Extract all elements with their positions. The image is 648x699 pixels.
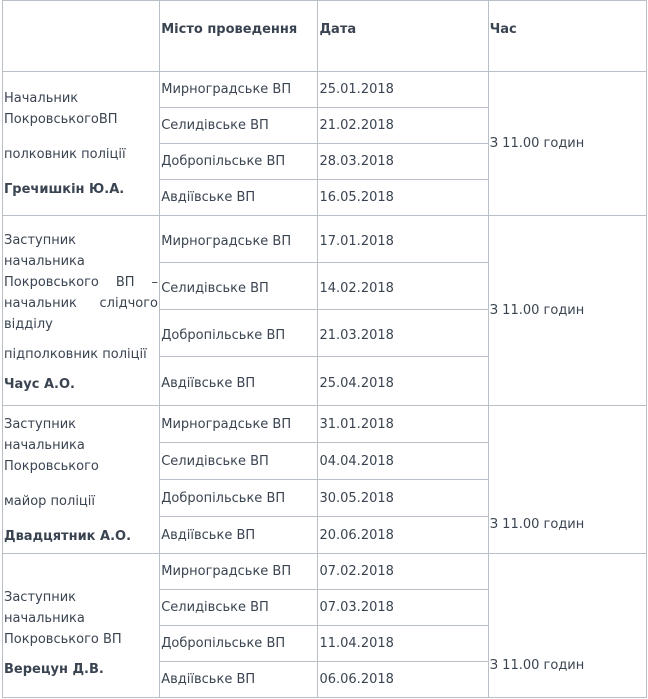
official-name: Верецун Д.В. bbox=[4, 661, 104, 677]
official-title-line: відділу bbox=[4, 316, 53, 332]
place-cell: Авдіївське ВП bbox=[160, 180, 318, 216]
date-cell: 07.03.2018 bbox=[318, 590, 488, 626]
header-place: Місто проведення bbox=[160, 1, 318, 72]
place-cell: Авдіївське ВП bbox=[160, 662, 318, 698]
date-cell: 07.02.2018 bbox=[318, 554, 488, 590]
reception-schedule-table bbox=[2, 0, 647, 698]
place-cell: Селидівське ВП bbox=[160, 108, 318, 144]
date-cell: 17.01.2018 bbox=[318, 216, 488, 263]
date-cell: 20.06.2018 bbox=[318, 517, 488, 554]
official-cell bbox=[3, 554, 160, 698]
date-cell: 06.06.2018 bbox=[318, 662, 488, 698]
place-cell: Авдіївське ВП bbox=[160, 517, 318, 554]
date-cell: 14.02.2018 bbox=[318, 263, 488, 310]
place-cell: Селидівське ВП bbox=[160, 443, 318, 480]
place-cell: Мирноградське ВП bbox=[160, 406, 318, 443]
time-cell: З 11.00 годин bbox=[488, 72, 646, 216]
header-official bbox=[3, 1, 160, 72]
place-cell: Селидівське ВП bbox=[160, 263, 318, 310]
official-title-line: начальника bbox=[4, 253, 85, 269]
date-cell: 04.04.2018 bbox=[318, 443, 488, 480]
official-cell bbox=[3, 72, 160, 216]
schedule-row bbox=[3, 554, 647, 590]
place-cell: Добропільське ВП bbox=[160, 480, 318, 517]
official-title-line: ПокровськогоВП bbox=[4, 111, 118, 127]
date-cell: 16.05.2018 bbox=[318, 180, 488, 216]
official-rank: полковник поліції bbox=[4, 146, 126, 162]
official-rank: підполковник поліції bbox=[4, 346, 147, 362]
place-cell: Мирноградське ВП bbox=[160, 216, 318, 263]
schedule-row bbox=[3, 72, 647, 108]
official-name: Чаус А.О. bbox=[4, 376, 75, 392]
official-rank: майор поліції bbox=[4, 493, 96, 509]
date-cell: 25.04.2018 bbox=[318, 357, 488, 406]
header-date: Дата bbox=[318, 1, 488, 72]
official-title-line: Покровського bbox=[4, 458, 99, 474]
date-cell: 21.03.2018 bbox=[318, 310, 488, 357]
official-cell bbox=[3, 406, 160, 554]
official-title-line: Заступник bbox=[4, 232, 77, 248]
official-title-line: Покровського ВП bbox=[4, 631, 122, 647]
official-title-line: Покровського ВП – bbox=[4, 274, 158, 290]
schedule-body bbox=[3, 1, 647, 698]
place-cell: Добропільське ВП bbox=[160, 626, 318, 662]
official-title-line: Заступник bbox=[4, 589, 77, 605]
date-cell: 28.03.2018 bbox=[318, 144, 488, 180]
place-cell: Добропільське ВП bbox=[160, 310, 318, 357]
official-title-line: Заступник bbox=[4, 416, 77, 432]
date-cell: 31.01.2018 bbox=[318, 406, 488, 443]
official-title-line: начальника bbox=[4, 437, 85, 453]
date-cell: 30.05.2018 bbox=[318, 480, 488, 517]
place-cell: Мирноградське ВП bbox=[160, 554, 318, 590]
official-name: Гречишкін Ю.А. bbox=[4, 181, 125, 197]
official-title-line: начальника bbox=[4, 610, 85, 626]
official-cell bbox=[3, 216, 160, 406]
schedule-row bbox=[3, 406, 647, 443]
place-cell: Добропільське ВП bbox=[160, 144, 318, 180]
date-cell: 21.02.2018 bbox=[318, 108, 488, 144]
header-time: Час bbox=[488, 1, 646, 72]
date-cell: 25.01.2018 bbox=[318, 72, 488, 108]
place-cell: Селидівське ВП bbox=[160, 590, 318, 626]
official-name: Двадцятник А.О. bbox=[4, 528, 132, 544]
place-cell: Мирноградське ВП bbox=[160, 72, 318, 108]
date-cell: 11.04.2018 bbox=[318, 626, 488, 662]
official-title-line: Начальник bbox=[4, 90, 79, 106]
time-cell: З 11.00 годин bbox=[488, 216, 646, 406]
place-cell: Авдіївське ВП bbox=[160, 357, 318, 406]
time-cell: З 11.00 годин bbox=[488, 554, 646, 698]
header-row bbox=[3, 1, 647, 72]
schedule-row bbox=[3, 216, 647, 263]
official-title-line: начальник слідчого bbox=[4, 295, 158, 311]
time-cell: З 11.00 годин bbox=[488, 406, 646, 554]
